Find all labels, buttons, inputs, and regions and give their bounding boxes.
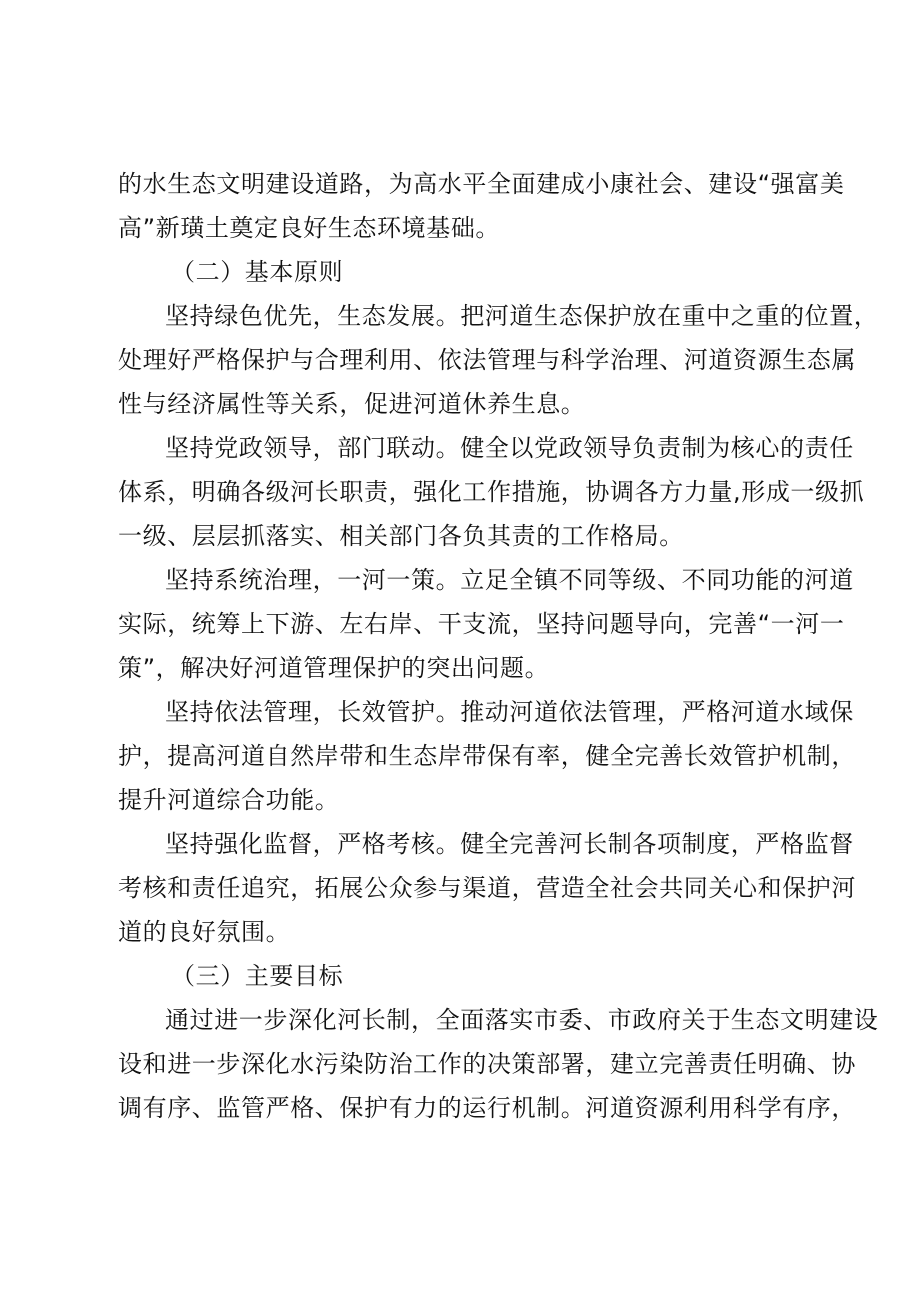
paragraph-line: 通过进一步深化河长制，全面落实市委、市政府关于生态文明建设	[165, 1006, 879, 1034]
paragraph-line: 坚持强化监督，严格考核。健全完善河长制各项制度，严格监督	[165, 830, 854, 858]
paragraph-line: 提升河道综合功能。	[118, 786, 340, 814]
paragraph-line: 道的良好氛围。	[118, 918, 291, 946]
paragraph-line: 考核和责任追究，拓展公众参与渠道，营造全社会共同关心和保护河	[118, 874, 856, 902]
paragraph-line: 坚持依法管理，长效管护。推动河道依法管理，严格河道水域保	[165, 698, 854, 726]
paragraph-line: 护，提高河道自然岸带和生态岸带保有率，健全完善长效管护机制，	[118, 742, 856, 770]
paragraph-line: 策”，解决好河道管理保护的突出问题。	[118, 654, 550, 682]
paragraph-line: 一级、层层抓落实、相关部门各负其责的工作格局。	[118, 522, 684, 550]
paragraph-line: 坚持党政领导，部门联动。健全以党政领导负责制为核心的责任	[165, 434, 854, 462]
paragraph-line: 调有序、监管严格、保护有力的运行机制。河道资源利用科学有序，	[118, 1094, 856, 1122]
paragraph-line: 的水生态文明建设道路，为高水平全面建成小康社会、建设“强富美	[118, 170, 845, 198]
section-heading-main-goals: （三）主要目标	[171, 962, 344, 990]
paragraph-line: 实际，统筹上下游、左右岸、干支流，坚持问题导向，完善“一河一	[118, 610, 845, 638]
paragraph-line: 坚持系统治理，一河一策。立足全镇不同等级、不同功能的河道	[165, 566, 854, 594]
paragraph-line: 坚持绿色优先，生态发展。把河道生态保护放在重中之重的位置，	[165, 302, 879, 330]
section-heading-principles: （二）基本原则	[171, 258, 344, 286]
paragraph-line: 高”新璜土奠定良好生态环境基础。	[118, 214, 501, 242]
paragraph-line: 设和进一步深化水污染防治工作的决策部署，建立完善责任明确、协	[118, 1050, 856, 1078]
paragraph-line: 处理好严格保护与合理利用、依法管理与科学治理、河道资源生态属	[118, 346, 856, 374]
paragraph-line: 性与经济属性等关系，促进河道休养生息。	[118, 390, 586, 418]
paragraph-line: 体系，明确各级河长职责，强化工作措施，协调各方力量,形成一级抓	[118, 478, 865, 506]
